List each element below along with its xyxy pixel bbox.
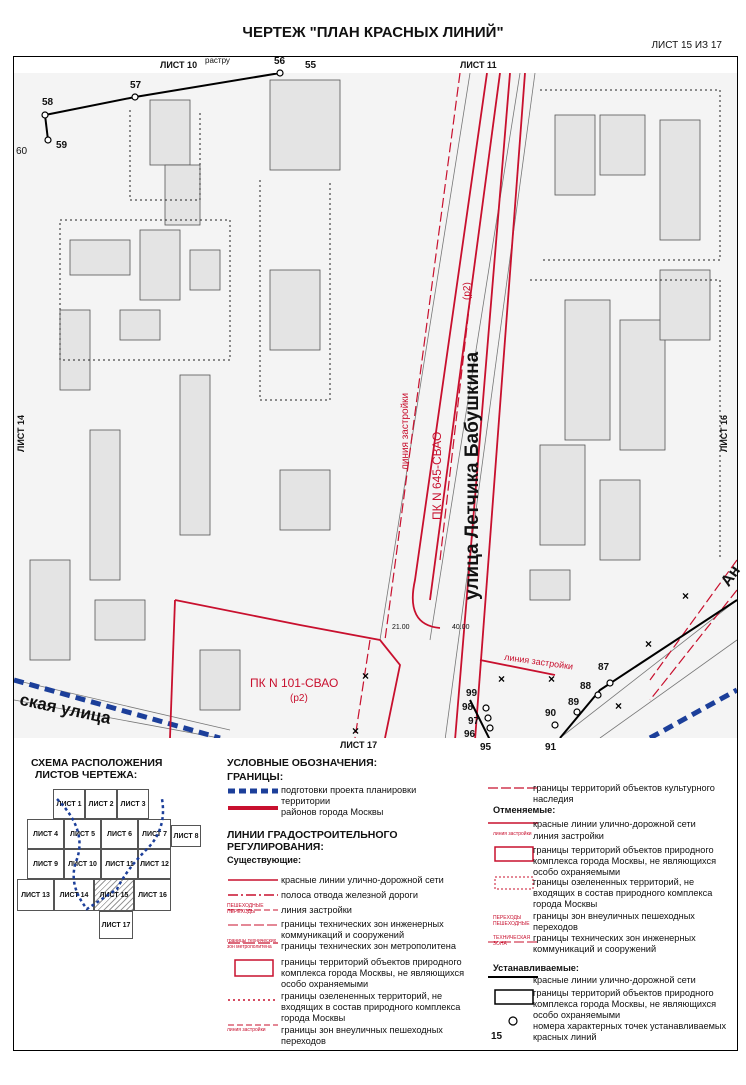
point-60: 60 <box>16 146 28 157</box>
scheme-cell: ЛИСТ 2 <box>85 789 117 819</box>
street-main-label: улица Летчика Бабушкина <box>462 351 483 600</box>
existing-heading: Существующие: <box>227 855 302 865</box>
point-99: 99 <box>466 688 478 699</box>
scheme-cell-current: ЛИСТ 15 <box>94 879 134 911</box>
line-build-label-2: линия застройки <box>503 652 574 672</box>
scheme-cell: ЛИСТ 1 <box>53 789 85 819</box>
scheme-cell: ЛИСТ 6 <box>101 819 138 849</box>
street-bottom-label: ская улица <box>18 690 113 728</box>
legend-e3: линия застройки <box>281 905 352 915</box>
point-97: 97 <box>468 716 480 727</box>
legend-tiny-2: границы технических зон метрополитена <box>227 938 277 950</box>
scheme-cell: ЛИСТ 14 <box>54 879 94 911</box>
legend-c4: границы озелененных территорий, не входящих в состав природного комплекса города Москвы <box>533 877 713 909</box>
point-96: 96 <box>464 729 476 740</box>
neighbor-sheet-top-left: ЛИСТ 10 <box>160 60 198 70</box>
scheme-cell: ЛИСТ 5 <box>64 819 101 849</box>
point-95: 95 <box>480 742 492 753</box>
sheet-number: ЛИСТ 15 ИЗ 17 <box>651 40 722 51</box>
scheme-cell: ЛИСТ 7 <box>138 819 171 849</box>
legend-b2: районов города Москвы <box>281 807 384 817</box>
scheme-cell: ЛИСТ 12 <box>138 849 171 879</box>
legend-e4: границы технических зон инженерных коммуникаций и сооружений <box>281 919 444 940</box>
point-98: 98 <box>462 702 474 713</box>
legend-tiny-4: линия застройки <box>493 831 532 837</box>
dimension-21: 21.00 <box>392 624 410 631</box>
legend-tiny-6: ТЕХНИЧЕСКАЯ ЗОНА <box>493 935 531 947</box>
point-90: 90 <box>545 708 557 719</box>
legend-tiny-5: ПЕРЕХОДЫ ПЕШЕХОДНЫЕ <box>493 915 530 927</box>
lines-heading-2: РЕГУЛИРОВАНИЯ: <box>227 841 324 853</box>
point-59: 59 <box>56 140 68 151</box>
legend-e6: границы территорий объектов природного комплекса города Москвы, не являющихся особо охраняемыми <box>281 957 465 989</box>
sheet-scheme <box>21 789 207 959</box>
point-88: 88 <box>580 681 592 692</box>
svg-text:×: × <box>548 672 556 686</box>
legend-title: УСЛОВНЫЕ ОБОЗНАЧЕНИЯ: <box>227 757 378 769</box>
line-build-label-1: линия застройки <box>400 392 411 470</box>
legend-panel <box>13 735 738 1051</box>
legend-e5: границы технических зон метрополитена <box>281 941 456 951</box>
p2-label-a: (р2) <box>462 282 473 300</box>
svg-text:×: × <box>498 672 506 686</box>
scheme-cell: ЛИСТ 10 <box>64 849 101 879</box>
point-89: 89 <box>568 697 580 708</box>
legend-e2: полоса отвода железной дороги <box>281 890 419 900</box>
point-87: 87 <box>598 662 610 673</box>
neighbor-sheet-bottom: ЛИСТ 17 <box>340 740 378 750</box>
top-street-fragment: растру <box>205 56 230 65</box>
scheme-cell: ЛИСТ 11 <box>101 849 138 879</box>
point-58: 58 <box>42 97 54 108</box>
legend-s3-num: 15 <box>491 1031 503 1042</box>
legend-r0: границы территорий объектов культурного наследия <box>533 783 715 804</box>
borders-heading: ГРАНИЦЫ: <box>227 771 284 783</box>
legend-e1: красные линии улично-дорожной сети <box>281 875 444 885</box>
neighbor-sheet-left: ЛИСТ 14 <box>16 414 26 452</box>
scheme-cell: ЛИСТ 4 <box>27 819 64 849</box>
scheme-title-2: ЛИСТОВ ЧЕРТЕЖА: <box>35 769 138 781</box>
dimension-40: 40.00 <box>452 624 470 631</box>
lines-heading-1: ЛИНИИ ГРАДОСТРОИТЕЛЬНОГО <box>227 829 398 841</box>
legend-e7: границы озелененных территорий, не входящих в состав природного комплекса города Москвы <box>281 991 461 1023</box>
legend-b1: подготовки проекта планировки территории <box>281 785 417 806</box>
legend-s1: красные линии улично-дорожной сети <box>533 975 696 985</box>
legend-s2: границы территорий объектов природного комплекса города Москвы, не являющихся особо охраняемыми <box>533 988 717 1020</box>
pk-101-label: ПК N 101-СВАО <box>250 676 339 690</box>
svg-text:×: × <box>362 669 370 683</box>
scheme-district-border <box>27 789 207 959</box>
pk-645-label: ПК N 645-СВАО <box>430 431 444 520</box>
legend-c3: границы территорий объектов природного комплекса города Москвы, не являющихся особо охраняемыми <box>533 845 717 877</box>
set-heading: Устанавливаемые: <box>493 963 579 973</box>
point-91: 91 <box>545 742 557 753</box>
svg-text:×: × <box>645 637 653 651</box>
legend-c6: границы технических зон инженерных коммуникаций и сооружений <box>533 933 696 954</box>
street-right-label: Ан <box>718 562 745 590</box>
point-56: 56 <box>274 56 286 67</box>
cancel-heading: Отменяемые: <box>493 805 556 815</box>
scheme-title-1: СХЕМА РАСПОЛОЖЕНИЯ <box>31 757 163 769</box>
legend-tiny-3: ПЕШЕХОДНЫЕ ПЕРЕХОДЫ <box>227 903 264 915</box>
legend-c5: границы зон внеуличных пешеходных переходов <box>533 911 695 932</box>
scheme-cell: ЛИСТ 16 <box>134 879 171 911</box>
scheme-cell: ЛИСТ 8 <box>171 825 201 847</box>
neighbor-sheet-top-right: ЛИСТ 11 <box>460 60 497 70</box>
scheme-cell: ЛИСТ 17 <box>99 911 133 939</box>
point-55: 55 <box>305 60 317 71</box>
svg-text:×: × <box>615 699 623 713</box>
legend-c1: красные линии улично-дорожной сети <box>533 819 696 829</box>
svg-text:×: × <box>352 724 360 738</box>
scheme-cell: ЛИСТ 9 <box>27 849 64 879</box>
drawing-title: ЧЕРТЕЖ "ПЛАН КРАСНЫХ ЛИНИЙ" <box>242 24 504 41</box>
legend-c2: линия застройки <box>533 831 604 841</box>
legend-e8: границы зон внеуличных пешеходных переходов <box>281 1025 443 1046</box>
p2-label-b: (р2) <box>290 693 308 704</box>
svg-text:×: × <box>682 589 690 603</box>
point-57: 57 <box>130 80 142 91</box>
neighbor-sheet-right: ЛИСТ 16 <box>719 414 729 452</box>
scheme-cell: ЛИСТ 13 <box>17 879 54 911</box>
scheme-cell: ЛИСТ 3 <box>117 789 149 819</box>
legend-s3: номера характерных точек устанавливаемых красных линий <box>533 1021 727 1042</box>
legend-tiny-1: линия застройки <box>227 1027 266 1033</box>
